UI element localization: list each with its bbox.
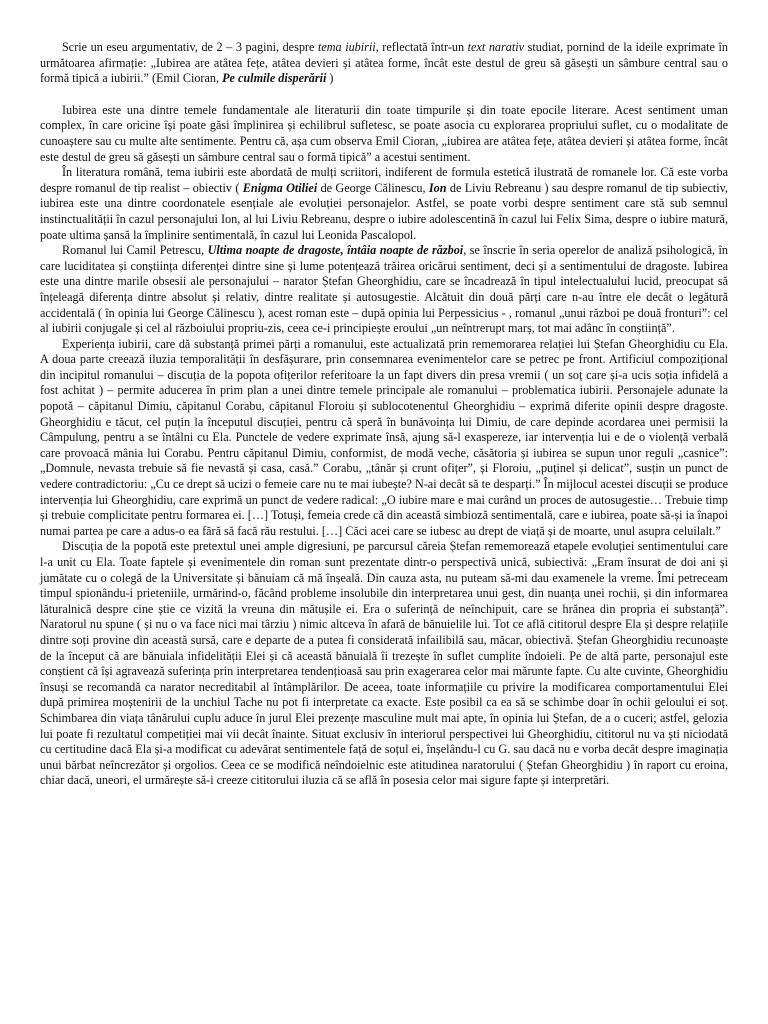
essay-body <box>40 40 728 789</box>
prompt-theme: tema iubirii <box>317 40 376 54</box>
p2-text-a: În literatura română, tema iubirii este abordată de mulți scriitori, indiferent de formula estetică ilustrată de romanele lor. Că este vorba despre romanul de tip realist – obiectiv ( <box>40 165 728 195</box>
p3-text-c: , se înscrie în seria operelor de analiză psihologică, în care luciditatea și conștiința diferenței dintre sine și lume potențează trăirea oricărui sentiment, deci și a sentimentului de dragoste. Iubirea este una dintre marile obsesii ale personajului – narator Ștefan Gheorghidiu, care se încadrează în tipul intelectualului lucid, preocupat să înțeleagă diferența dintre absolut și relativ, dintre realitate și autosugestie. Alcătuit din două părți care n-au între ele decât o legătură accidentală ( în opinia lui George Călinescu ), acest roman este – după opinia lui Perpessicius - , romanul „unui război pe două fronturi”: cel al iubirii conjugale și cel al războiului propriu-zis, ceea ce-i principiește eroului „un neîntrerupt marș, tot mai adânc în conștiință”. <box>40 243 728 336</box>
prompt-text-2: , reflectată într-un <box>375 40 468 54</box>
title-ultima-noapte: Ultima noapte de dragoste, întâia noapte de război <box>207 243 464 258</box>
prompt-text-type: text narativ <box>467 40 525 54</box>
title-enigma-otiliei: Enigma Otiliei <box>242 180 318 195</box>
p2-text-c: de George Călinescu, <box>317 180 429 195</box>
prompt-text-3: studiat, pornind de la ideile exprimate în următoarea afirmație: „Iubirea are atâtea fețe, atâtea devieri și atâtea forme, încât este destul de greu să găsești un sâmbure central sau o formă tipică a iubirii.” (Emil Cioran, <box>40 40 728 86</box>
prompt-text-1: Scrie un eseu argumentativ, de 2 – 3 pagini, despre <box>62 40 318 54</box>
p3-text-a: Romanul lui Camil Petrescu, <box>62 243 208 258</box>
title-ion: Ion <box>428 180 447 195</box>
paragraph-literature <box>40 165 728 243</box>
paragraph-digression: Discuția de la popotă este pretextul unei ample digresiuni, pe parcursul căreia Ștefan rememorează etapele evoluției sentimentului care l-a unit cu Ela. Toate faptele și evenimentele din roman sunt prezentate dintr-o perspectivă unică, subiectivă: „Eram însurat de doi ani și jumătate cu o colegă de la Universitate și bănuiam că mă înșeală. Din cauza asta, nu puteam să-mi dau examenele la vreme. Îmi petreceam timpul spionându-i prieteniile, urmărind-o, făcând probleme insolubile din interpretarea unui gest, din nuanța unei rochii, și din informarea lăturalnică despre cine știe ce vizită la vreuna din mătușile ei. Era o suferință de neînchipuit, care se hrănea din propria ei substanță”. Naratorul nu spune ( și nu o va face nici mai târziu ) nimic altceva în afară de bănuielile lui. Tot ce află cititorul despre Ela și despre relațiile dintre soți provine din această sursă, care e departe de a putea fi considerată infailibilă sau, măcar, obiectivă. Ștefan Gheorghidiu recunoaște de la început că are bănuiala infidelității Elei și că această bănuială îi trezește în suflet cumplite îndoieli. Pe de altă parte, personajul este conștient că își agravează suferința prin interpretarea tendențioasă sau prin exagerarea celor mai mărunte fapte. Cu alte cuvinte, Gheorghidiu însuși se recomandă ca narator necreditabil al întâmplărilor. De aceea, toate informațiile cu privire la modificarea comportamentului Elei după primirea moștenirii de la unchiul Tache nu pot fi interpretate ca exacte. Este posibil ca ea să se schimbe doar în ochii geloului ei soț. Schimbarea din viața tânărului cuplu aduce în jurul Elei prezențe masculine mult mai apte, în opinia lui Ștefan, de a o cuceri; astfel, gelozia lui poate fi rezultatul competiției mai vii decât înainte. Situat exclusiv în interiorul perspectivei lui Gheorghidiu, cititorul nu va ști niciodată cu certitudine dacă Ela și-a modificat cu adevărat sentimentele față de soțul ei, înșelându-l cu G. sau dacă nu e vorba decât despre imaginația unui bărbat neîncrezător și orgolios. Ceea ce se modifică neîndoielnic este atitudinea naratorului ( Ștefan Gheorghidiu ) în raport cu eroina, chiar dacă, uneori, el urmărește să-i creeze cititorului iluzia că se află în posesia celor mai sigure fapte și interpretări. <box>40 539 728 788</box>
paragraph-intro: Iubirea este una dintre temele fundamentale ale literaturii din toate timpurile și din toate epocile literare. Acest sentiment uman complex, în care oricine își poate găsi împlinirea și echilibrul sufletesc, se poate asocia cu explorarea propriului suflet, cu o modalitate de cunoaștere sau cu multe alte sentimente. Pentru că, așa cum observa Emil Cioran, „iubirea are atâtea fețe, atâtea devieri și atâtea forme, încât este destul de greu să găsești un sâmbure central sau o formă tipică” a acestui sentiment. <box>40 102 728 164</box>
p2-text-e: de Liviu Rebreanu ) sau despre romanul de tip subiectiv, iubirea este una dintre coordonatele esențiale ale evoluției personajelor. Astfel, se poate vorbi despre sentiment care stă sub semnul instinctualității în cazul personajului Ion, al lui Liviu Rebreanu, despre o iubire adolescentină în cazul lui Felix Sima, despre o iubire matură, poate ultima șansă la împlinire sentimentală, în cazul lui Leonida Pascalopol. <box>40 180 728 242</box>
prompt-text-4: ) <box>326 71 334 86</box>
essay-prompt <box>40 40 728 87</box>
paragraph-novel <box>40 243 728 337</box>
paragraph-experience: Experiența iubirii, care dă substanță primei părți a romanului, este actualizată prin rememorarea relației lui Ștefan Gheorghidiu cu Ela. A doua parte creează iluzia temporalității în desfășurare, prin consemnarea evenimentelor care se petrec pe front. Artificiul compozițional din incipitul romanului – discuția de la popota ofițerilor referitoare la un fapt divers din presa vremii ( un soț care și-a ucis soția infidelă a fost achitat ) – permite aducerea în prim plan a unei dintre temele principale ale romanului – problematica iubirii. Personajele adunate la popotă – căpitanul Dimiu, căpitanul Corabu, căpitanul Floroiu și sublocotenentul Gheorghidiu – exprimă diferite opinii despre dragoste. Gheorghidiu e tăcut, cel puțin la începutul discuției, pentru că speră în bunăvoința lui Dimiu, de care depinde acordarea unei permisii la Câmpulung, pentru a se întâlni cu Ela. Punctele de vedere exprimate însă, ajung să-l exaspereze, iar intervenția lui e de o violență verbală care provoacă mânia lui Corabu. Pentru căpitanul Dimiu, conformist, de modă veche, căsătoria și iubirea se supun unor reguli „casnice”: „Domnule, nevasta trebuie să fie nevastă și casa, casă.” Corabu, „tânăr și crunt ofițer”, și Floroiu, „puținel și delicat”, susțin un punct de vedere contradictoriu: „Cu ce drept să ucizi o femeie care nu te mai iubește? N-ai decât să te desparți.” În mijlocul acestei discuții se produce intervenția lui Gheorghidiu, care exprimă un punct de vedere radical: „O iubire mare e mai curând un proces de autosugestie… Trebuie timp și trebuie complicitate pentru formarea ei. […] Totuși, femeia crede că din această simbioză sentimentală, care e iubirea, poate să-și ia înapoi numai partea pe care a adus-o ea fără să facă rău restului. […] Căci acei care se iubesc au drept de viață și de moarte, unul asupra celuilalt.” <box>40 336 728 538</box>
prompt-source-title: Pe culmile disperării <box>222 71 327 86</box>
